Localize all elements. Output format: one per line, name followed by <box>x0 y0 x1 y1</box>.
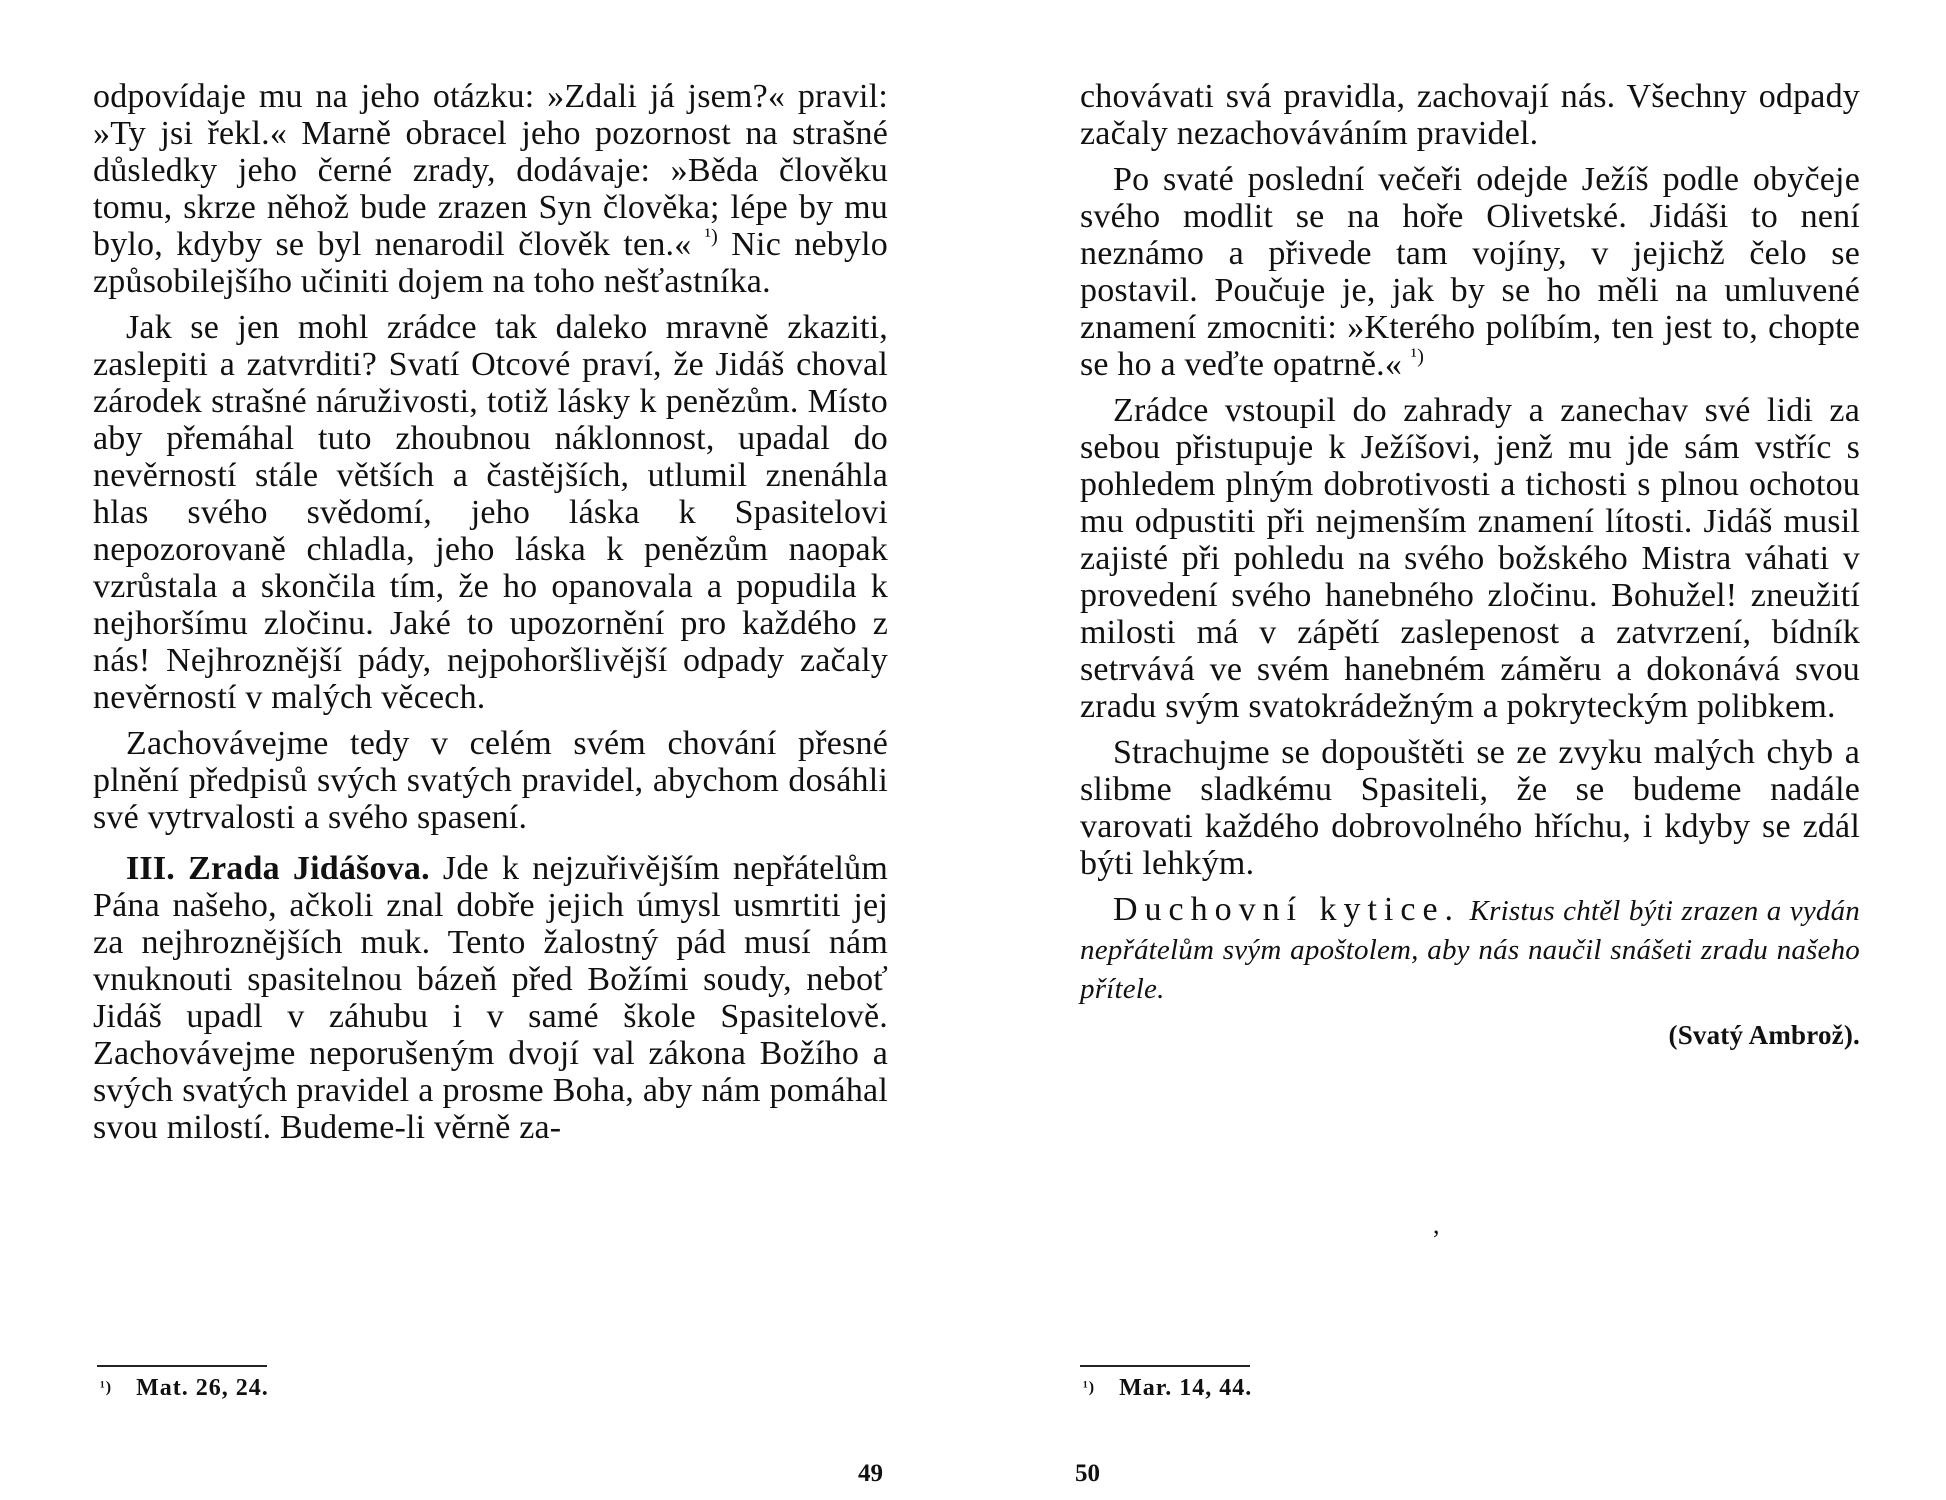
paragraph: chovávati svá pravidla, zachovají nás. Všechny odpady začaly nezachováváním pravidel. <box>1080 78 1860 152</box>
right-page <box>973 0 1946 1500</box>
footnote-reference: ¹) <box>1410 345 1425 368</box>
paragraph: Zrádce vstoupil do zahrady a zanechav své lidi za sebou přistupuje k Ježíšovi, jenž mu jde sám vstříc s pohledem plným dobrotivosti a tichosti s plnou ochotou mu odpustiti při nejmenším znamení lítosti. Jidáš musil zajisté při pohledu na svého božského Mistra váhati v provedení svého hanebného zločinu. Bohužel! zneužití milosti má v zápětí zaslepenost a zatvrzení, bídník setrvává ve svém hanebném záměru a dokonává svou zradu svým svatokrádežným a pokryteckým polibkem. <box>1080 392 1860 725</box>
paragraph: odpovídaje mu na jeho otázku: »Zdali já jsem?« pravil: »Ty jsi řekl.« Marně obracel jeho pozornost na strašné důsledky jeho černé zrady, dodávaje: »Běda člověku tomu, skrze něhož bude zrazen Syn člověka; lépe by mu bylo, kdyby se byl nenarodil člověk ten.« $^{^1)}$ Nic nebylo způsobilejšího učiniti dojem na toho nešťastníka. <box>93 78 888 300</box>
footnote-divider <box>97 1365 267 1367</box>
footnote-text: Mat. 26, 24. <box>136 1375 269 1401</box>
section-heading: III. Zrada Jidášova. <box>126 850 430 887</box>
section-text: Jde k nejzuřivějším nepřátelům Pána našeho, ačkoli znal dobře jejich úmysl usmrtiti jej za nejhroznějších muk. Tento žalostný pád musí nám vnuknouti spasitelnou bázeň před Božími soudy, neboť Jidáš upadl v záhubu i v samé škole Spasitelově. Zachovávejme neporušeným dvojí val zákona Božího a svých svatých pravidel a prosme Boha, aby nám pomáhal svou milostí. Budeme-li věrně za- <box>93 850 888 1146</box>
left-page-body <box>93 78 888 1155</box>
paragraph: Jak se jen mohl zrádce tak daleko mravně zkaziti, zaslepiti a zatvrditi? Svatí Otcové praví, že Jidáš choval zárodek strašné náruživosti, totiž lásky k penězům. Místo aby přemáhal tuto zhoubnou náklonnost, upadal do nevěrností stále větších a častějších, utlumil znenáhla hlas svého svědomí, jeho láska k Spasitelovi nepozorovaně chladla, jeho láska k penězům naopak vzrůstala a skončila tím, že ho opanovala a popudila k nejhoršímu zločinu. Jaké to upozornění pro každého z nás! Nejhroznější pády, nejpohoršlivější odpady začaly nevěrností v malých věcech. <box>93 309 888 716</box>
footnote-mark: ¹) <box>1083 1379 1096 1396</box>
footnote <box>1083 1375 1252 1402</box>
page-number: 50 <box>1075 1460 1100 1487</box>
bouquet-label: Duchovní kytice. <box>1113 891 1461 928</box>
stray-mark: , <box>1433 1210 1440 1239</box>
quote-attribution: (Svatý Ambrož). <box>1668 1020 1860 1050</box>
footnote-mark: ¹) <box>100 1379 113 1396</box>
paragraph: Zachovávejme tedy v celém svém chování přesné plnění předpisů svých svatých pravidel, abychom dosáhli své vytrvalosti a svého spasení. <box>93 725 888 836</box>
section-paragraph <box>93 850 888 1146</box>
footnote-reference: ¹) <box>704 225 719 248</box>
right-page-body <box>1080 78 1860 1054</box>
bouquet-quote: Kristus chtěl býti zrazen a vydán nepřátelům svým apoštolem, aby nás naučil snášeti zradu našeho přítele. <box>1080 895 1860 1005</box>
spiritual-bouquet <box>1080 891 1860 1008</box>
paragraph: Strachujme se dopouštěti se ze zvyku malých chyb a slibme sladkému Spasiteli, že se budeme nadále varovati každého dobrovolného hříchu, i kdyby se zdál býti lehkým. <box>1080 734 1860 882</box>
footnote-text: Mar. 14, 44. <box>1119 1375 1253 1401</box>
paragraph: Po svaté poslední večeři odejde Ježíš podle obyčeje svého modlit se na hoře Olivetské. Jidáši to není neznámo a přivede tam vojíny, v jejichž čelo se postavil. Poučuje je, jak by se ho měli na umluvené znamení zmocniti: »Kterého políbím, ten jest to, chopte se ho a veďte opatrně.« $^{^1)}$ <box>1080 161 1860 383</box>
footnote-divider <box>1080 1365 1250 1367</box>
page-number: 49 <box>858 1460 883 1487</box>
footnote <box>100 1375 269 1402</box>
